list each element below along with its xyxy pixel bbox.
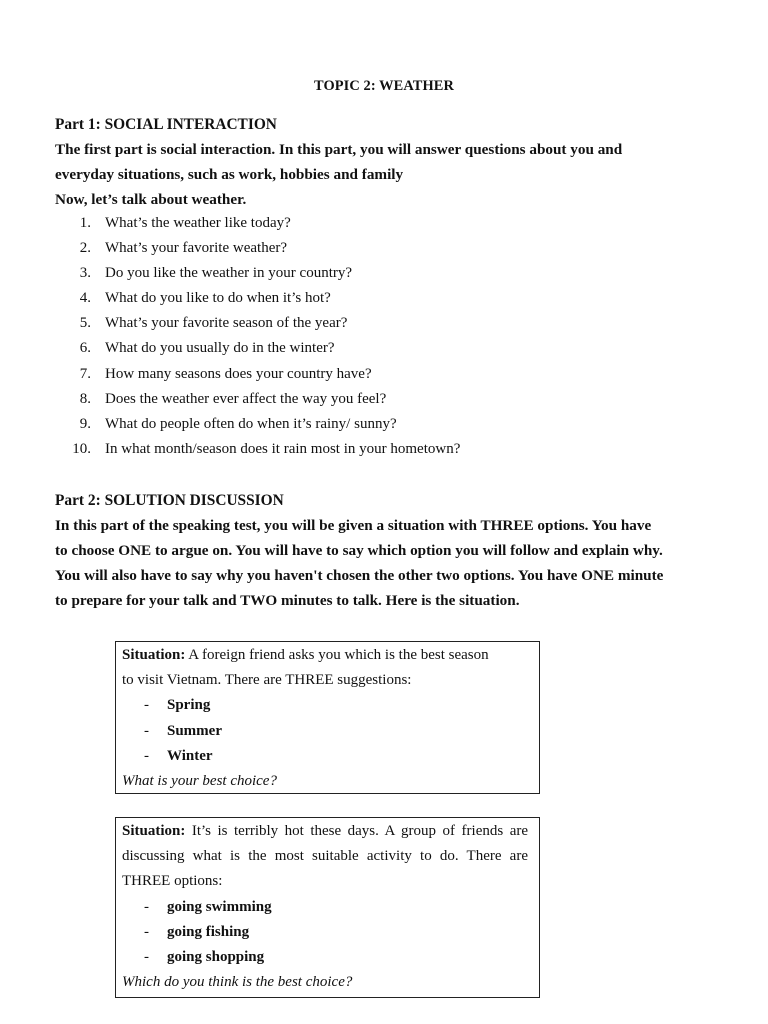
- situation-text: It’s is terribly hot these days. A group of friends are discussing what is the most suitable activity to do. There are THREE options:: [122, 823, 528, 890]
- topic-title: TOPIC 2: WEATHER: [314, 78, 454, 94]
- question-text: How many seasons does your country have?: [105, 365, 372, 382]
- situation-question: What is your best choice?: [122, 772, 277, 789]
- option-item: [122, 719, 528, 744]
- option-item: [122, 744, 528, 769]
- question-text: What’s your favorite weather?: [105, 240, 287, 257]
- question-item: [55, 286, 755, 311]
- question-item: [55, 236, 755, 261]
- situation-label: Situation:: [122, 647, 186, 663]
- question-number: 7.: [79, 365, 91, 382]
- situation-description: [122, 642, 528, 668]
- question-number: 9.: [79, 415, 91, 432]
- bullet-dash: -: [144, 747, 149, 764]
- question-number: 1.: [79, 215, 91, 231]
- question-text: What do you usually do in the winter?: [105, 340, 335, 357]
- part1-intro-line2: everyday situations, such as work, hobbies and family: [55, 166, 404, 183]
- question-text: In what month/season does it rain most in your hometown?: [105, 440, 461, 457]
- question-item: [55, 387, 755, 412]
- question-text: Does the weather ever affect the way you feel?: [105, 390, 387, 407]
- bullet-dash: -: [144, 923, 149, 940]
- option-item: [122, 895, 528, 920]
- part2-instructions-line3: You will also have to say why you haven't chosen the other two options. You have ONE minute: [55, 567, 664, 584]
- situation-label: Situation:: [122, 823, 186, 839]
- question-text: What do you like to do when it’s hot?: [105, 290, 331, 307]
- option-text: going shopping: [167, 948, 265, 965]
- situation-text-line2: to visit Vietnam. There are THREE suggestions:: [122, 672, 412, 689]
- option-item: [122, 945, 528, 970]
- question-number: 10.: [72, 440, 91, 457]
- situation-description: [122, 818, 528, 895]
- bullet-dash: -: [144, 722, 149, 739]
- question-item: [55, 211, 755, 236]
- part1-section: [55, 112, 720, 457]
- situation-question: Which do you think is the best choice?: [122, 974, 353, 991]
- part1-heading: Part 1: SOCIAL INTERACTION: [55, 116, 277, 133]
- question-number: 2.: [79, 240, 91, 257]
- bullet-dash: -: [144, 697, 149, 714]
- part1-intro-line1: The first part is social interaction. In this part, you will answer questions about you and: [55, 141, 623, 158]
- option-item: [122, 693, 528, 718]
- option-text: going fishing: [167, 923, 250, 940]
- option-text: Summer: [167, 722, 222, 739]
- question-text: What’s the weather like today?: [105, 215, 291, 231]
- question-item: [55, 336, 755, 361]
- bullet-dash: -: [144, 898, 149, 915]
- option-text: Spring: [167, 697, 211, 714]
- situation-box: [115, 817, 540, 998]
- question-list: [55, 211, 755, 462]
- situation-box: [115, 641, 540, 794]
- question-item: [55, 311, 755, 336]
- question-item: [55, 437, 755, 462]
- question-text: What’s your favorite season of the year?: [105, 315, 348, 332]
- question-number: 3.: [79, 265, 91, 282]
- part1-lead: Now, let’s talk about weather.: [55, 191, 247, 208]
- option-item: [122, 920, 528, 945]
- option-list: [122, 693, 528, 769]
- question-item: [55, 261, 755, 286]
- part2-heading: Part 2: SOLUTION DISCUSSION: [55, 492, 284, 509]
- option-list: [122, 895, 528, 971]
- part2-section: [55, 488, 720, 613]
- part2-instructions-line1: In this part of the speaking test, you will be given a situation with THREE options. You have: [55, 517, 652, 534]
- option-text: Winter: [167, 747, 213, 764]
- question-number: 4.: [79, 290, 91, 307]
- question-number: 5.: [79, 315, 91, 332]
- question-text: Do you like the weather in your country?: [105, 265, 353, 282]
- situation-text: A foreign friend asks you which is the best season: [185, 647, 489, 663]
- question-item: [55, 362, 755, 387]
- part2-instructions-line4: to prepare for your talk and TWO minutes to talk. Here is the situation.: [55, 592, 520, 609]
- bullet-dash: -: [144, 948, 149, 965]
- question-text: What do people often do when it’s rainy/ sunny?: [105, 415, 397, 432]
- option-text: going swimming: [167, 898, 272, 915]
- part2-instructions-line2: to choose ONE to argue on. You will have to say which option you will follow and explain why.: [55, 542, 663, 559]
- question-item: [55, 412, 755, 437]
- question-number: 8.: [79, 390, 91, 407]
- question-number: 6.: [79, 340, 91, 357]
